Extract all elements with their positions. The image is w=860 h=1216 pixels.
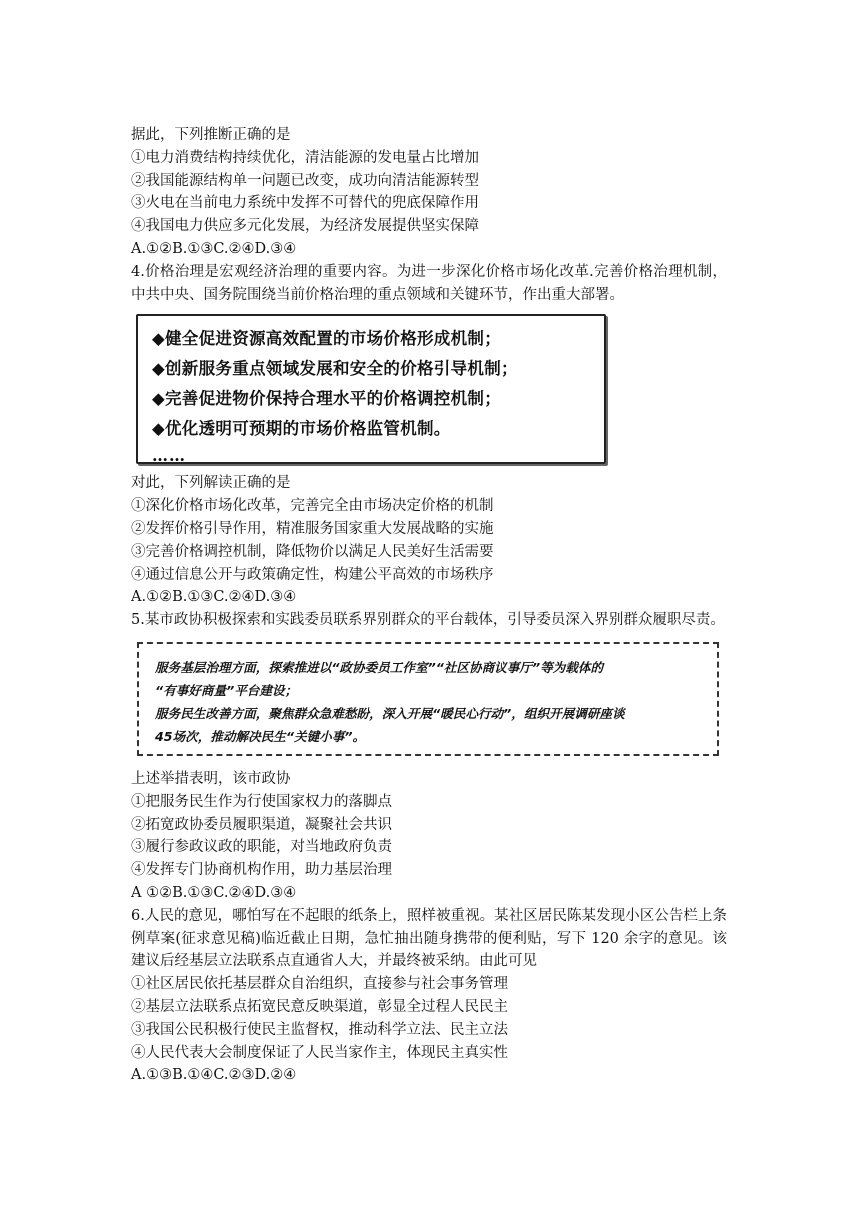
q3-option-1: ①电力消费结构持续优化，清洁能源的发电量占比增加 [131, 149, 479, 166]
q5-material-box [137, 642, 719, 756]
q5-option-2: ②拓宽政协委员履职渠道，凝聚社会共识 [131, 816, 392, 833]
q3-option-3: ③火电在当前电力系统中发挥不可替代的兜底保障作用 [131, 195, 479, 212]
q4-material-box [136, 314, 606, 464]
q3-option-4: ④我国电力供应多元化发展，为经济发展提供坚实保障 [131, 218, 479, 235]
q5-option-4: ④发挥专门协商机构作用，助力基层治理 [131, 862, 392, 879]
q5-material-line: “有事好商量”平台建设； [155, 682, 298, 698]
q4-option-4: ④通过信息公开与政策确定性，构建公平高效的市场秩序 [131, 566, 494, 583]
q5-material-line: 服务基层治理方面，探索推进以“政协委员工作室”“社区协商议事厅”等为载体的 [155, 659, 604, 675]
q3-answers: A.①②B.①③C.②④D.③④ [131, 240, 297, 257]
q5-stem: 上述举措表明，该市政协 [131, 770, 291, 787]
q6-option-4: ④人民代表大会制度保证了人民当家作主，体现民主真实性 [131, 1044, 508, 1061]
q4-material-item: ◆优化透明可预期的市场价格监管机制。 [152, 419, 451, 439]
q5-material-line: 45场次，推动解决民生“关键小事”。 [155, 728, 366, 744]
q5-answers: A ①②B.①③C.②④D.③④ [131, 884, 297, 901]
document-page [131, 124, 731, 1087]
q4-material-item: ◆健全促进资源高效配置的市场价格形成机制； [152, 329, 501, 349]
q4-material-item: ◆完善促进物价保持合理水平的价格调控机制； [152, 389, 501, 409]
q4-answers: A.①②B.①③C.②④D.③④ [131, 589, 297, 606]
q5-intro: 5.某市政协积极探索和实践委员联系界别群众的平台载体，引导委员深入界别群众履职尽责。 [131, 612, 725, 629]
q4-option-2: ②发挥价格引导作用，精准服务国家重大发展战略的实施 [131, 520, 494, 537]
q4-material-item: ◆创新服务重点领域发展和安全的价格引导机制； [152, 359, 518, 379]
q6-intro: 6.人民的意见，哪怕写在不起眼的纸条上，照样被重视。某社区居民陈某发现小区公告栏上条例草案(征求意见稿)临近截止日期，急忙抽出随身携带的便利贴，写下 120 余字的意见。该建议后经基层立法联系点直通省人大，并最终被采纳。由此可见 [131, 907, 727, 970]
q4-material-ellipsis: …… [152, 446, 186, 466]
q6-option-1: ①社区居民依托基层群众自治组织，直接参与社会事务管理 [131, 976, 508, 993]
q6-option-2: ②基层立法联系点拓宽民意反映渠道，彰显全过程人民民主 [131, 998, 508, 1015]
q5-option-3: ③履行参政议政的职能，对当地政府负责 [131, 839, 392, 856]
q4-stem: 对此，下列解读正确的是 [131, 475, 291, 492]
q6-option-3: ③我国公民积极行使民主监督权，推动科学立法、民主立法 [131, 1021, 508, 1038]
q4-intro: 4.价格治理是宏观经济治理的重要内容。为进一步深化价格市场化改革.完善价格治理机制，中共中央、国务院围绕当前价格治理的重点领域和关键环节，作出重大部署。 [131, 263, 727, 303]
q4-option-1: ①深化价格市场化改革，完善完全由市场决定价格的机制 [131, 498, 494, 515]
q5-material-line: 服务民生改善方面，聚焦群众急难愁盼，深入开展“暖民心行动”，组织开展调研座谈 [155, 705, 625, 721]
q4-option-3: ③完善价格调控机制，降低物价以满足人民美好生活需要 [131, 543, 494, 560]
q6-answers: A.①③B.①④C.②③D.②④ [131, 1067, 297, 1084]
q3-option-2: ②我国能源结构单一问题已改变，成功向清洁能源转型 [131, 172, 479, 189]
q5-option-1: ①把服务民生作为行使国家权力的落脚点 [131, 793, 392, 810]
q3-stem: 据此，下列推断正确的是 [131, 127, 291, 143]
